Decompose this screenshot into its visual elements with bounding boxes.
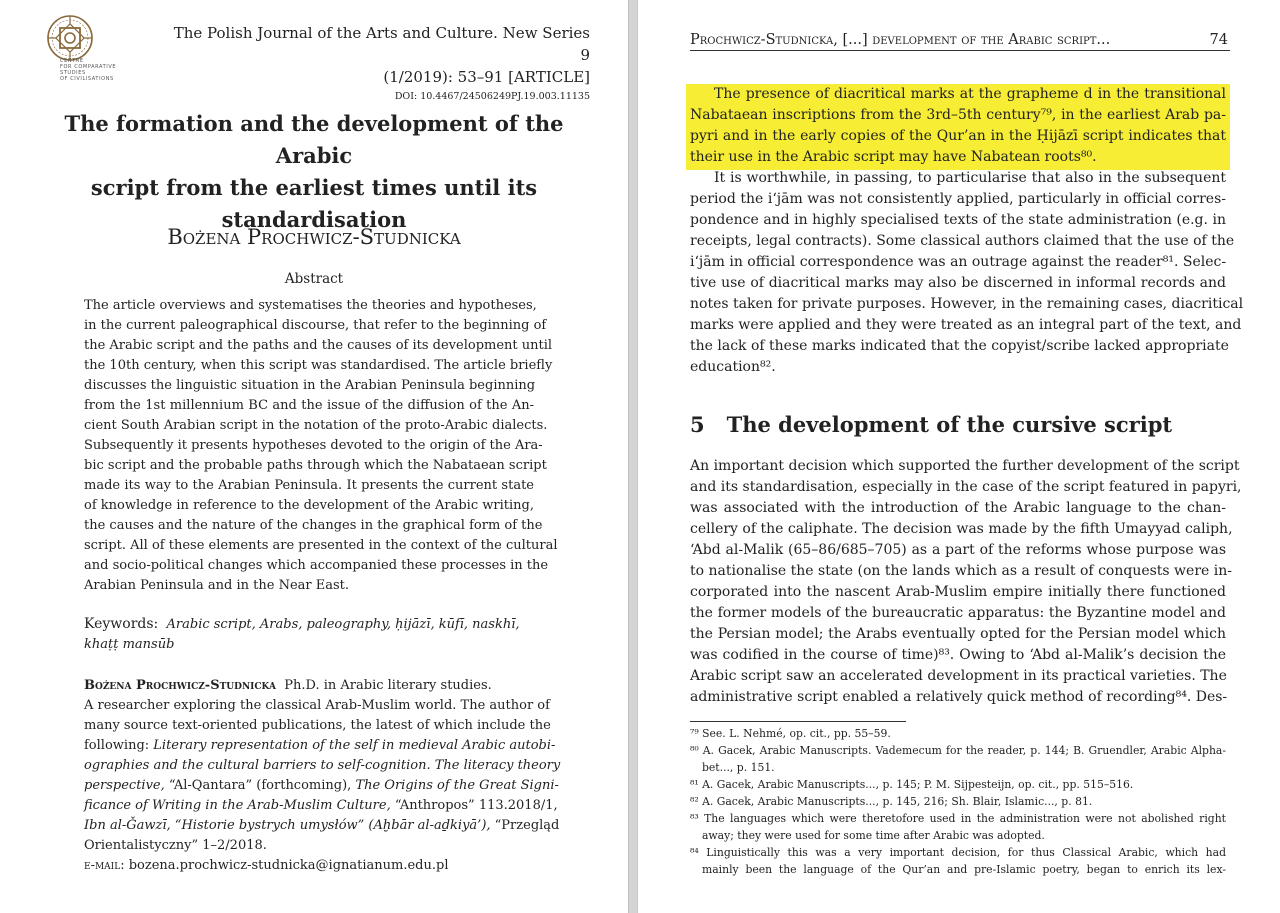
keywords-label: Keywords: xyxy=(84,616,159,632)
abstract-text: The article overviews and systematises the theories and hypotheses, in the current paleographical discourse, that refer to the beginning of the Arabic script and the paths and the causes of its development until the 10th century, when this script was standardised. The article briefly discusses the linguistic situation in the Arabian Peninsula beginning from the 1st millennium BC and the issue of the diffusion of the An- cient South Arabian script in the notation of the proto-Arabic dialects. Subsequently it presents hypotheses devoted to the origin of the Ara- bic script and the probable paths through which the Nabataean script made its way to the Arabian Peninsula. It presents the current state of knowledge in reference to the development of the Arabic writing, the causes and the nature of the changes in the graphical form of the script. All of these elements are presented in the context of the cultural and socio-political changes which accompanied these processes in the Arabian Peninsula and in the Near East. xyxy=(84,298,558,593)
footnote-83: ⁸³ The languages which were theretofore used in the administration were not abolished right xyxy=(690,812,1226,825)
author-bio: Bożena Prochwicz-Studnicka Ph.D. in Arabic literary studies. A researcher exploring the classical Arab-Muslim world. The author of many source text-oriented publications, the latest of which include the following: Literary representation of the self in medieval Arabic autobi- ographies and the cultural barriers to self-cognition. The literacy theory perspective, “Al-Qantara” (forthcoming), The Origins of the Great Signi- ficance of Writing in the Arab-Muslim Culture, “Anthropos” 113.2018/1, Ibn al-Ǧawzī, “Historie bystrych umysłów” (Aḫbār al-aḏkiyā’), “Przegląd Orientalistyczny” 1–2/2018. e-mail: bozena.prochwicz-studnicka@ignatianum.edu.pl xyxy=(84,678,561,873)
journal-header xyxy=(160,22,590,106)
paragraph-highlighted: The presence of diacritical marks at the grapheme d in the transitional Nabataean inscriptions from the 3rd–5th century⁷⁹, in the earliest Arab pa- pyri and in the early copies of the Qur’an in the Ḥijāzī script indicates that their use in the Arabic script may have Nabatean roots⁸⁰. xyxy=(690,86,1226,165)
email-label: e-mail: xyxy=(84,858,125,873)
author-name: Bożena Prochwicz-Studnicka xyxy=(167,225,461,249)
email-link[interactable]: bozena.prochwicz-studnicka@ignatianum.edu.pl xyxy=(128,858,449,873)
paragraph-ijam: It is worthwhile, in passing, to particularise that also in the subsequent period the i‘jām was not consistently applied, particularly in official corres- pondence and in highly specialised texts of the state administration (e.g. in receipts, legal contracts). Some classical authors claimed that the use of the i‘jām in official correspondence was an outrage against the reader⁸¹. Selec- tive use of diacritical marks may also be discerned in informal records and notes taken for private purposes. However, in the remaining cases, diacritical marks were applied and they were treated as an integral part of the text, and the lack of these marks indicated that the copyist/scribe lacked appropriate education⁸². xyxy=(690,170,1244,375)
footnote-79: ⁷⁹ See. L. Nehmé, op. cit., pp. 55–59. xyxy=(690,727,891,740)
keywords-list-cont: khaṭṭ mansūb xyxy=(84,637,175,652)
article-title: The formation and the development of the Arabic script from the earliest times until its standardisation xyxy=(64,111,564,232)
doi: DOI: 10.4467/24506249PJ.19.003.11135 xyxy=(394,91,590,102)
journal-name: The Polish Journal of the Arts and Culture. New Series 9 xyxy=(173,24,590,64)
footnote-82: ⁸² A. Gacek, Arabic Manuscripts..., p. 145, 216; Sh. Blair, Islamic..., p. 81. xyxy=(690,795,1093,808)
footnote-rule xyxy=(690,721,906,722)
left-page xyxy=(0,0,628,913)
running-head: Prochwicz-Studnicka, [...] development of the Arabic script... xyxy=(690,32,1111,48)
page-number: 74 xyxy=(1209,32,1228,48)
page-gutter xyxy=(628,0,638,913)
keywords xyxy=(84,614,534,655)
header-rule xyxy=(690,50,1230,51)
paragraph-cursive: An important decision which supported the further development of the script and its standardisation, especially in the case of the script featured in papyri, was associated with the introduction of the Arabic language to the chan- cellery of the caliphate. The decision was made by the fifth Umayyad caliph, ‘Abd al-Malik (65–86/685–705) as a part of the reforms whose purpose was to nationalise the state (on the lands which as a result of conquests were in- corporated into the nascent Arab-Muslim empire initially there functioned the former models of the bureaucratic apparatus: the Byzantine model and the Persian model; the Arabs eventually opted for the Persian model which was codified in the course of time)⁸³. Owing to ‘Abd al-Malik’s decision the Arabic script saw an accelerated development in its practical varieties. The administrative script enabled a relatively quick method of recording⁸⁴. Des- xyxy=(690,458,1242,705)
right-page xyxy=(638,0,1280,913)
section-number: 5 xyxy=(690,412,705,437)
footnote-81: ⁸¹ A. Gacek, Arabic Manuscripts..., p. 145; P. M. Sijpesteijn, op. cit., pp. 515–516. xyxy=(690,778,1134,791)
footnote-80: ⁸⁰ A. Gacek, Arabic Manuscripts. Vademecum for the reader, p. 144; B. Gruendler, Arabic Alpha- xyxy=(690,744,1226,757)
abstract-heading: Abstract xyxy=(284,271,344,287)
section-title: The development of the cursive script xyxy=(726,412,1173,437)
keywords-list: Arabic script, Arabs, paleography, ḥijāzī, kūfī, naskhī, xyxy=(166,617,520,632)
logo-caption: CENTRE FOR COMPARATIVE STUDIES OF CIVILISATIONS xyxy=(60,58,117,82)
bio-author-name: Bożena Prochwicz-Studnicka xyxy=(84,678,276,693)
footnotes: ⁷⁹ See. L. Nehmé, op. cit., pp. 55–59. ⁸⁰ A. Gacek, Arabic Manuscripts. Vademecum for the reader, p. 144; B. Gruendler, Arabic Alpha- bet..., p. 151. ⁸¹ A. Gacek, Arabic Manuscripts..., p. 145; P. M. Sijpesteijn, op. cit., pp. 515–516. ⁸² A. Gacek, Arabic Manuscripts..., p. 145, 216; Sh. Blair, Islamic..., p. 81. ⁸³ The languages which were theretofore used in the administration were not abolished right away; they were used for some time after Arabic was adopted. ⁸⁴ Linguistically this was a very important decision, for thus Classical Arabic, which had mainly been the language of the Qur’an and pre-Islamic poetry, began to enrich its lex- xyxy=(690,727,1226,876)
footnote-84: ⁸⁴ Linguistically this was a very important decision, for thus Classical Arabic, which had xyxy=(690,846,1226,859)
section-heading xyxy=(690,410,1172,440)
journal-issue: (1/2019): 53–91 [ARTICLE] xyxy=(383,68,590,86)
